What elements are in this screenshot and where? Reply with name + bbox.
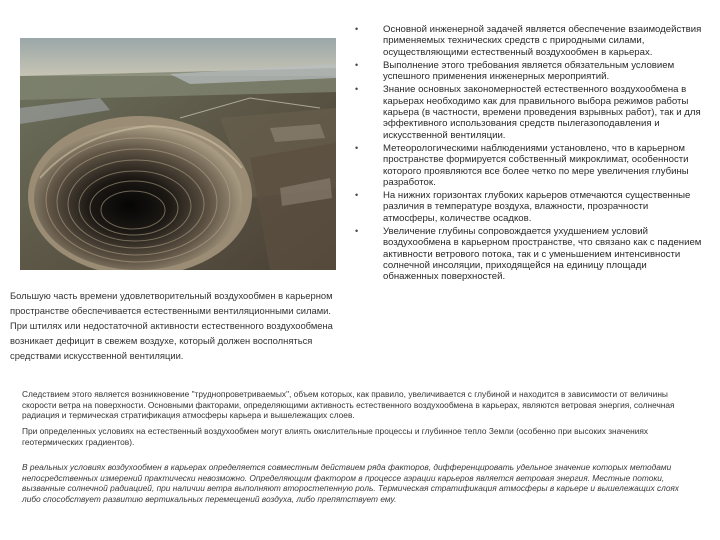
paragraph-real-conditions: В реальных условиях воздухообмен в карьерах определяется совместным действием ряда факторов, дифференцировать удельное значение которых методами непосредственных измерений практически невозможно. Определяющим фактором в процессе аэрации карьеров является ветровая энергия. Местные потоки, вызванные солнечной радиацией, при наличии ветра выполняют второстепенную роль. Термическая стратификация атмосферы в карьере и вышележащих слоях либо способствует развитию вертикальных перемещений воздуха, либо препятствует ему.	[22, 462, 679, 504]
bullet-item: • Выполнение этого требования является обязательным условием успешного применения инженерных мероприятий.	[352, 60, 704, 83]
open-pit-mine-photo	[20, 38, 336, 270]
photo-caption: Большую часть времени удовлетворительный воздухообмен в карьерном пространстве обеспечивается естественными вентиляционными силами. При штилях или недостаточной активности естественного воздухообмена возникает дефицит в свежем воздухе, который должен восполняться средствами искусственной вентиляции.	[10, 290, 333, 361]
open-pit-mine-aerial-photo-icon	[20, 38, 336, 270]
bullet-item: • Увеличение глубины сопровождается ухудшением условий воздухообмена в карьерном пространстве, что связано как с падением активности ветрового потока, так и с уменьшением интенсивности солнечной инсоляции, приходящейся на единицу площади обнаженных поверхностей.	[352, 226, 704, 282]
bullet-item: • Основной инженерной задачей является обеспечение взаимодействия применяемых технических средств с природными силами, осуществляющими естественный воздухообмен в карьерах.	[352, 24, 704, 58]
bullet-item: • Знание основных закономерностей естественного воздухообмена в карьерах необходимо как для правильного выбора режимов работы карьера (в частности, времени проведения взрывных работ), так и для эффективного использования средств пылегазоподавления и искусственной вентиляции.	[352, 84, 704, 140]
bullet-item: • На нижних горизонтах глубоких карьеров отмечаются существенные различия в температуре воздуха, влажности, прозрачности атмосферы, количестве осадков.	[352, 190, 704, 224]
paragraph-consequence: Следствием этого является возникновение "труднопроветриваемых", объем которых, как правило, увеличивается с глубиной и находится в зависимости от величины скорости ветра на поверхности. Основными факторами, определяющими активность естественного воздухообмена в карьерах, являются ветровая энергия, солнечная радиация и термическая стратификация атмосферы карьера и вышележащих слоев.	[22, 389, 675, 421]
paragraph-oxidation: При определенных условиях на естественный воздухообмен могут влиять окислительные процессы и глубинное тепло Земли (особенно при высоких значениях геотермических градиентов).	[22, 426, 649, 447]
bullet-item: • Метеорологическими наблюдениями установлено, что в карьерном пространстве формируется собственный микроклимат, особенности которого проявляются все более четко по мере увеличения глубины разработок.	[352, 143, 704, 188]
bullet-list	[352, 24, 704, 283]
